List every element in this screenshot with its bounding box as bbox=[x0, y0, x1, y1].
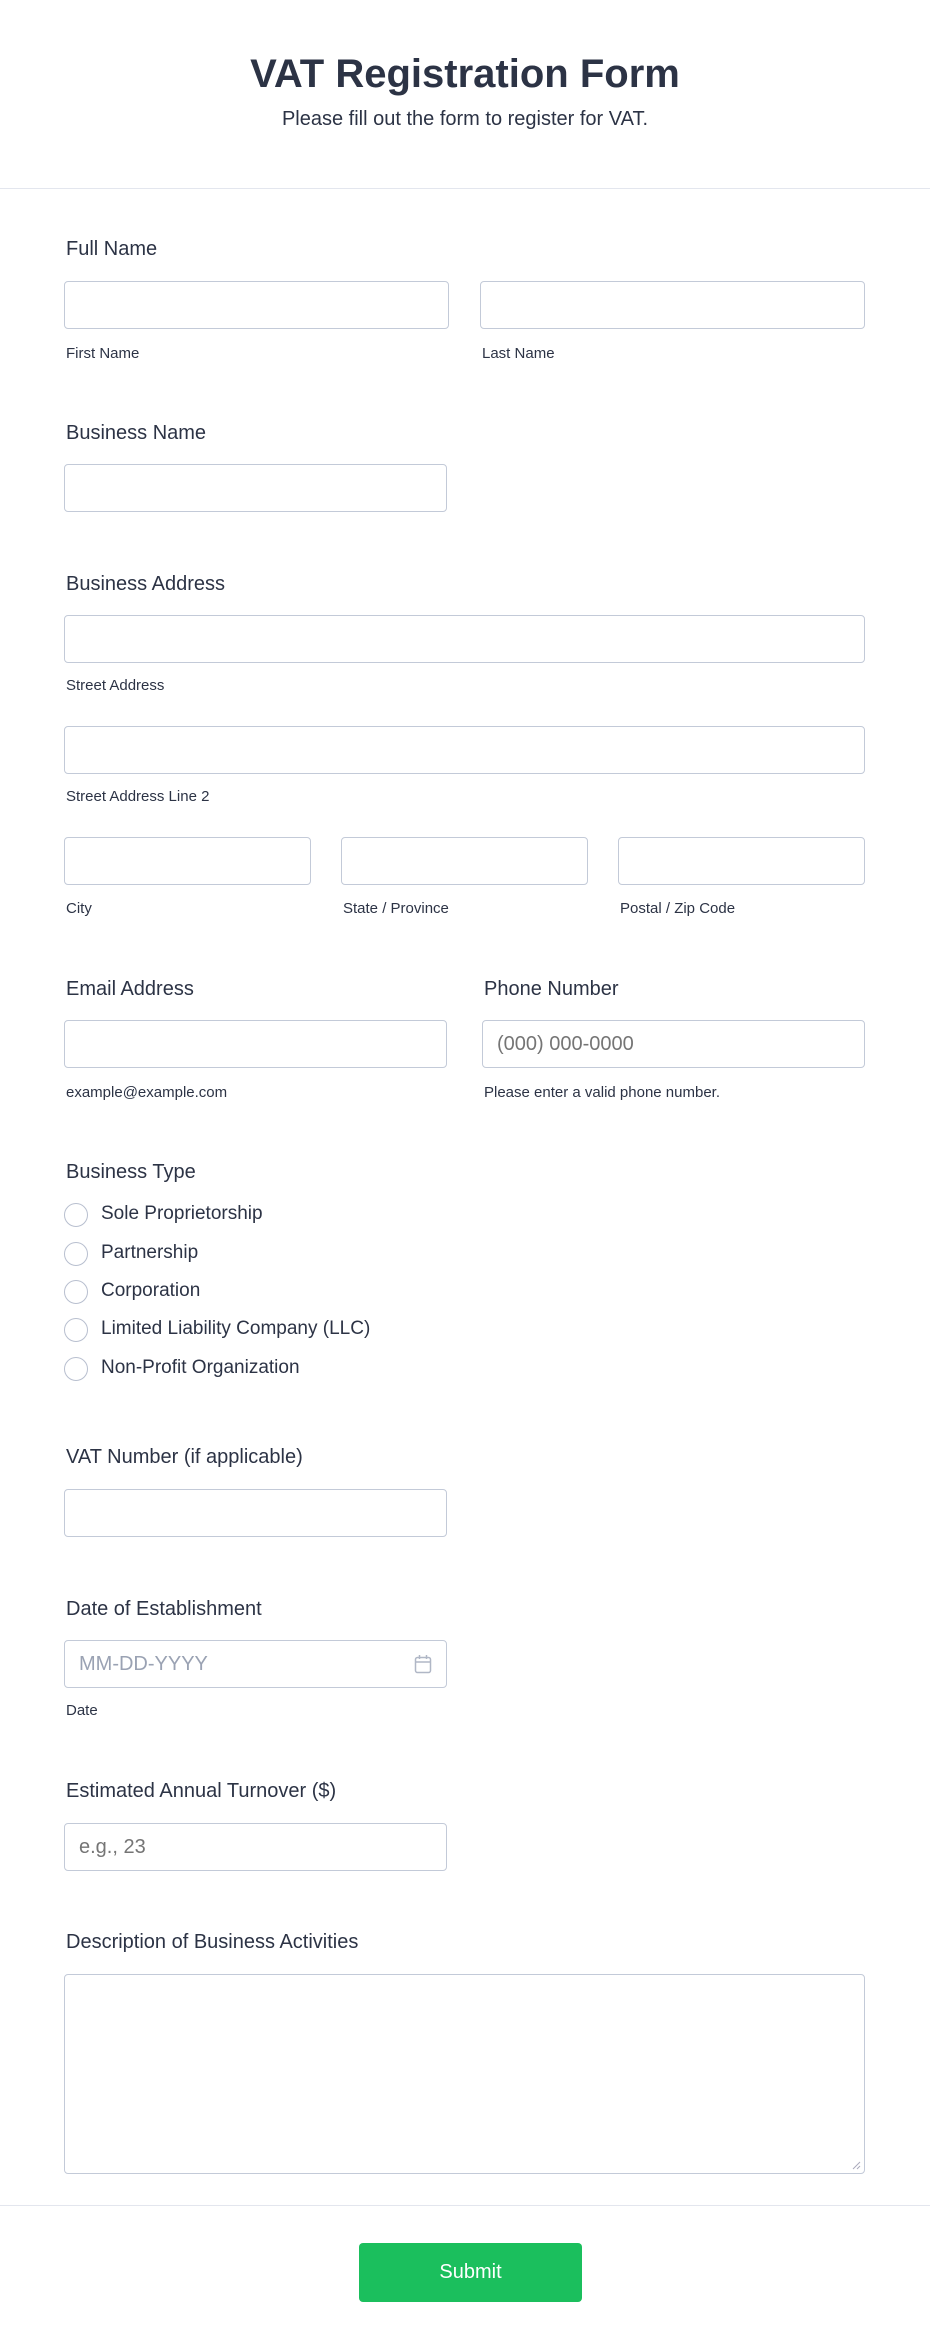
radio-llc[interactable] bbox=[64, 1318, 88, 1342]
business-type-label: Business Type bbox=[66, 1161, 196, 1183]
city-input[interactable] bbox=[64, 837, 311, 885]
last-name-sublabel: Last Name bbox=[482, 345, 555, 362]
email-label: Email Address bbox=[66, 978, 194, 1000]
radio-label[interactable]: Partnership bbox=[101, 1242, 199, 1263]
form-title: VAT Registration Form bbox=[250, 52, 680, 96]
street-address-input[interactable] bbox=[64, 615, 865, 663]
full-name-label: Full Name bbox=[66, 238, 158, 260]
radio-label[interactable]: Sole Proprietorship bbox=[101, 1203, 263, 1224]
first-name-input[interactable] bbox=[64, 281, 449, 329]
business-address-label: Business Address bbox=[66, 573, 225, 595]
calendar-icon[interactable] bbox=[414, 1654, 432, 1674]
street-address-sublabel: Street Address bbox=[66, 677, 165, 694]
state-input[interactable] bbox=[341, 837, 588, 885]
email-sublabel: example@example.com bbox=[66, 1084, 228, 1101]
date-label: Date of Establishment bbox=[66, 1598, 262, 1620]
last-name-input[interactable] bbox=[480, 281, 865, 329]
city-sublabel: City bbox=[66, 900, 92, 917]
form-subtitle: Please fill out the form to register for VAT. bbox=[281, 108, 649, 130]
radio-label[interactable]: Non-Profit Organization bbox=[101, 1357, 300, 1378]
radio-label[interactable]: Limited Liability Company (LLC) bbox=[101, 1318, 371, 1339]
street-address-line2-sublabel: Street Address Line 2 bbox=[66, 788, 210, 805]
radio-corporation[interactable] bbox=[64, 1280, 88, 1304]
radio-non-profit[interactable] bbox=[64, 1357, 88, 1381]
zip-sublabel: Postal / Zip Code bbox=[620, 900, 736, 917]
description-label: Description of Business Activities bbox=[66, 1931, 359, 1953]
first-name-sublabel: First Name bbox=[66, 345, 140, 362]
date-placeholder: MM-DD-YYYY bbox=[79, 1653, 208, 1675]
submit-button[interactable]: Submit bbox=[359, 2243, 582, 2302]
state-sublabel: State / Province bbox=[343, 900, 449, 917]
vat-number-label: VAT Number (if applicable) bbox=[66, 1446, 303, 1468]
date-sublabel: Date bbox=[66, 1702, 98, 1719]
phone-input[interactable] bbox=[482, 1020, 865, 1068]
date-input[interactable] bbox=[64, 1640, 447, 1688]
radio-label[interactable]: Corporation bbox=[101, 1280, 201, 1301]
business-name-label: Business Name bbox=[66, 422, 207, 444]
description-textarea[interactable] bbox=[64, 1974, 865, 2174]
business-name-input[interactable] bbox=[64, 464, 447, 512]
radio-partnership[interactable] bbox=[64, 1242, 88, 1266]
street-address-line2-input[interactable] bbox=[64, 726, 865, 774]
zip-input[interactable] bbox=[618, 837, 865, 885]
resize-handle-icon[interactable] bbox=[851, 2160, 861, 2170]
radio-sole-proprietorship[interactable] bbox=[64, 1203, 88, 1227]
header-divider bbox=[0, 188, 930, 189]
phone-label: Phone Number bbox=[484, 978, 619, 1000]
vat-number-input[interactable] bbox=[64, 1489, 447, 1537]
footer-divider bbox=[0, 2205, 930, 2206]
phone-sublabel: Please enter a valid phone number. bbox=[484, 1084, 720, 1101]
turnover-input[interactable] bbox=[64, 1823, 447, 1871]
email-input[interactable] bbox=[64, 1020, 447, 1068]
turnover-label: Estimated Annual Turnover ($) bbox=[66, 1780, 337, 1802]
